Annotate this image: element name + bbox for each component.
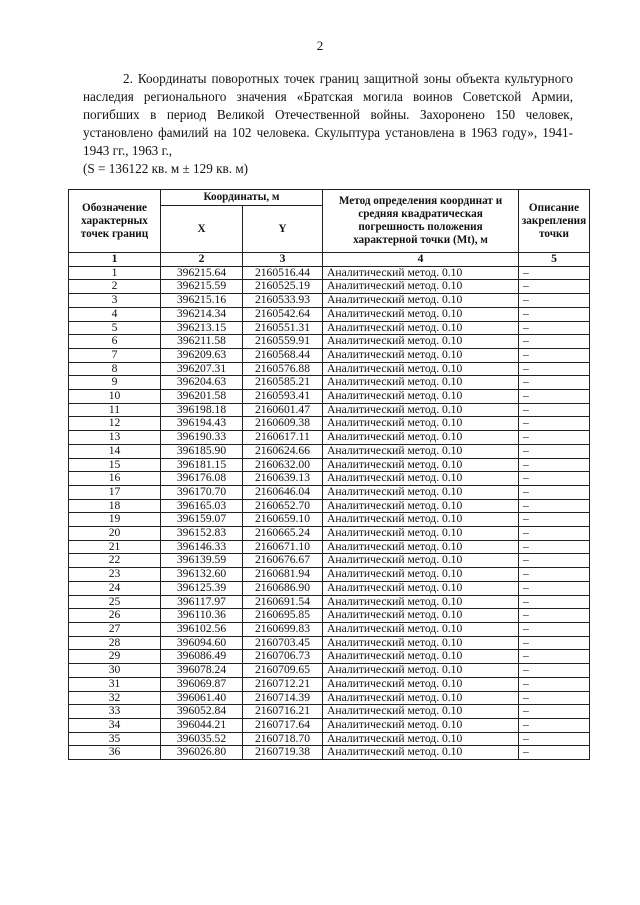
coordinates-table — [68, 189, 590, 760]
description-cell: – — [519, 568, 590, 582]
method-cell: Аналитический метод. 0.10 — [323, 280, 519, 294]
column-number: 1 — [69, 253, 161, 267]
coord-x: 396035.52 — [161, 732, 243, 746]
coord-y: 2160568.44 — [243, 348, 323, 362]
method-cell: Аналитический метод. 0.10 — [323, 485, 519, 499]
table-row — [69, 444, 590, 458]
coord-y: 2160719.38 — [243, 746, 323, 760]
table-row — [69, 376, 590, 390]
coord-x: 396198.18 — [161, 403, 243, 417]
coord-x: 396211.58 — [161, 335, 243, 349]
coord-x: 396190.33 — [161, 431, 243, 445]
point-number: 7 — [69, 348, 161, 362]
description-cell: – — [519, 595, 590, 609]
coord-y: 2160533.93 — [243, 294, 323, 308]
description-cell: – — [519, 691, 590, 705]
point-number: 32 — [69, 691, 161, 705]
point-number: 24 — [69, 581, 161, 595]
point-number: 16 — [69, 472, 161, 486]
coord-x: 396181.15 — [161, 458, 243, 472]
table-row — [69, 595, 590, 609]
description-cell: – — [519, 362, 590, 376]
coord-y: 2160659.10 — [243, 513, 323, 527]
coord-y: 2160717.64 — [243, 718, 323, 732]
coord-y: 2160516.44 — [243, 266, 323, 280]
description-cell: – — [519, 732, 590, 746]
header-method: Метод определения координат и средняя квадратическая погрешность положения характерной точки (Mt), м — [323, 190, 519, 253]
point-number: 13 — [69, 431, 161, 445]
coord-x: 396069.87 — [161, 677, 243, 691]
description-cell: – — [519, 581, 590, 595]
method-cell: Аналитический метод. 0.10 — [323, 705, 519, 719]
table-row — [69, 390, 590, 404]
method-cell: Аналитический метод. 0.10 — [323, 691, 519, 705]
table-row — [69, 705, 590, 719]
method-cell: Аналитический метод. 0.10 — [323, 636, 519, 650]
description-cell: – — [519, 431, 590, 445]
table-row — [69, 485, 590, 499]
table-row — [69, 499, 590, 513]
description-cell: – — [519, 403, 590, 417]
description-cell: – — [519, 527, 590, 541]
coord-y: 2160576.88 — [243, 362, 323, 376]
coord-y: 2160639.13 — [243, 472, 323, 486]
point-number: 20 — [69, 527, 161, 541]
section-heading — [83, 70, 573, 178]
coord-y: 2160699.83 — [243, 622, 323, 636]
method-cell: Аналитический метод. 0.10 — [323, 458, 519, 472]
coord-x: 396176.08 — [161, 472, 243, 486]
point-number: 18 — [69, 499, 161, 513]
table-row — [69, 335, 590, 349]
point-number: 4 — [69, 307, 161, 321]
description-cell: – — [519, 458, 590, 472]
coord-x: 396044.21 — [161, 718, 243, 732]
description-cell: – — [519, 294, 590, 308]
table-row — [69, 527, 590, 541]
coord-y: 2160601.47 — [243, 403, 323, 417]
header-x: X — [161, 206, 243, 253]
method-cell: Аналитический метод. 0.10 — [323, 444, 519, 458]
header-y: Y — [243, 206, 323, 253]
table-row — [69, 472, 590, 486]
description-cell: – — [519, 609, 590, 623]
coord-x: 396165.03 — [161, 499, 243, 513]
method-cell: Аналитический метод. 0.10 — [323, 362, 519, 376]
point-number: 33 — [69, 705, 161, 719]
method-cell: Аналитический метод. 0.10 — [323, 609, 519, 623]
coord-x: 396215.64 — [161, 266, 243, 280]
point-number: 31 — [69, 677, 161, 691]
coord-y: 2160542.64 — [243, 307, 323, 321]
coord-x: 396194.43 — [161, 417, 243, 431]
table-row — [69, 362, 590, 376]
table-row — [69, 622, 590, 636]
coord-x: 396213.15 — [161, 321, 243, 335]
method-cell: Аналитический метод. 0.10 — [323, 622, 519, 636]
coord-y: 2160652.70 — [243, 499, 323, 513]
coord-x: 396170.70 — [161, 485, 243, 499]
header-coordinates: Координаты, м — [161, 190, 323, 206]
coord-x: 396094.60 — [161, 636, 243, 650]
point-number: 9 — [69, 376, 161, 390]
table-row — [69, 664, 590, 678]
point-number: 36 — [69, 746, 161, 760]
coord-x: 396215.16 — [161, 294, 243, 308]
point-number: 6 — [69, 335, 161, 349]
method-cell: Аналитический метод. 0.10 — [323, 266, 519, 280]
point-number: 22 — [69, 554, 161, 568]
method-cell: Аналитический метод. 0.10 — [323, 472, 519, 486]
description-cell: – — [519, 348, 590, 362]
description-cell: – — [519, 417, 590, 431]
table-row — [69, 677, 590, 691]
table-row — [69, 280, 590, 294]
coord-x: 396214.34 — [161, 307, 243, 321]
heading-area: (S = 136122 кв. м ± 129 кв. м) — [83, 161, 249, 176]
point-number: 34 — [69, 718, 161, 732]
description-cell: – — [519, 499, 590, 513]
point-number: 30 — [69, 664, 161, 678]
coord-y: 2160686.90 — [243, 581, 323, 595]
header-point-designation: Обозначение характерных точек границ — [69, 190, 161, 253]
coord-x: 396102.56 — [161, 622, 243, 636]
table-row — [69, 691, 590, 705]
coord-x: 396201.58 — [161, 390, 243, 404]
method-cell: Аналитический метод. 0.10 — [323, 335, 519, 349]
method-cell: Аналитический метод. 0.10 — [323, 595, 519, 609]
coord-x: 396139.59 — [161, 554, 243, 568]
method-cell: Аналитический метод. 0.10 — [323, 581, 519, 595]
point-number: 35 — [69, 732, 161, 746]
method-cell: Аналитический метод. 0.10 — [323, 376, 519, 390]
table-row — [69, 307, 590, 321]
method-cell: Аналитический метод. 0.10 — [323, 677, 519, 691]
column-number: 4 — [323, 253, 519, 267]
point-number: 19 — [69, 513, 161, 527]
coord-x: 396110.36 — [161, 609, 243, 623]
point-number: 2 — [69, 280, 161, 294]
description-cell: – — [519, 636, 590, 650]
point-number: 11 — [69, 403, 161, 417]
coord-y: 2160609.38 — [243, 417, 323, 431]
point-number: 26 — [69, 609, 161, 623]
column-number: 2 — [161, 253, 243, 267]
coord-x: 396078.24 — [161, 664, 243, 678]
table-row — [69, 417, 590, 431]
description-cell: – — [519, 390, 590, 404]
coord-y: 2160716.21 — [243, 705, 323, 719]
method-cell: Аналитический метод. 0.10 — [323, 540, 519, 554]
coord-y: 2160585.21 — [243, 376, 323, 390]
point-number: 28 — [69, 636, 161, 650]
description-cell: – — [519, 554, 590, 568]
description-cell: – — [519, 705, 590, 719]
description-cell: – — [519, 718, 590, 732]
table-row — [69, 636, 590, 650]
table-row — [69, 568, 590, 582]
point-number: 14 — [69, 444, 161, 458]
coord-y: 2160691.54 — [243, 595, 323, 609]
table-row — [69, 650, 590, 664]
method-cell: Аналитический метод. 0.10 — [323, 294, 519, 308]
method-cell: Аналитический метод. 0.10 — [323, 732, 519, 746]
point-number: 27 — [69, 622, 161, 636]
coord-y: 2160703.45 — [243, 636, 323, 650]
description-cell: – — [519, 622, 590, 636]
method-cell: Аналитический метод. 0.10 — [323, 431, 519, 445]
table-row — [69, 540, 590, 554]
coord-y: 2160709.65 — [243, 664, 323, 678]
coord-y: 2160525.19 — [243, 280, 323, 294]
description-cell: – — [519, 513, 590, 527]
point-number: 10 — [69, 390, 161, 404]
coord-x: 396185.90 — [161, 444, 243, 458]
table-row — [69, 732, 590, 746]
coord-x: 396125.39 — [161, 581, 243, 595]
method-cell: Аналитический метод. 0.10 — [323, 321, 519, 335]
method-cell: Аналитический метод. 0.10 — [323, 390, 519, 404]
table-row — [69, 581, 590, 595]
coord-x: 396052.84 — [161, 705, 243, 719]
point-number: 15 — [69, 458, 161, 472]
coord-y: 2160593.41 — [243, 390, 323, 404]
coord-y: 2160681.94 — [243, 568, 323, 582]
table-row — [69, 294, 590, 308]
column-number-row — [69, 253, 590, 267]
description-cell: – — [519, 266, 590, 280]
coord-y: 2160551.31 — [243, 321, 323, 335]
description-cell: – — [519, 746, 590, 760]
coord-y: 2160718.70 — [243, 732, 323, 746]
description-cell: – — [519, 307, 590, 321]
coord-y: 2160695.85 — [243, 609, 323, 623]
coord-x: 396117.97 — [161, 595, 243, 609]
coord-y: 2160706.73 — [243, 650, 323, 664]
coord-y: 2160559.91 — [243, 335, 323, 349]
description-cell: – — [519, 335, 590, 349]
description-cell: – — [519, 677, 590, 691]
point-number: 3 — [69, 294, 161, 308]
coord-x: 396026.80 — [161, 746, 243, 760]
method-cell: Аналитический метод. 0.10 — [323, 568, 519, 582]
coord-x: 396159.07 — [161, 513, 243, 527]
method-cell: Аналитический метод. 0.10 — [323, 417, 519, 431]
description-cell: – — [519, 376, 590, 390]
description-cell: – — [519, 321, 590, 335]
table-row — [69, 746, 590, 760]
point-number: 29 — [69, 650, 161, 664]
description-cell: – — [519, 540, 590, 554]
table-row — [69, 403, 590, 417]
coord-x: 396207.31 — [161, 362, 243, 376]
coord-x: 396146.33 — [161, 540, 243, 554]
method-cell: Аналитический метод. 0.10 — [323, 499, 519, 513]
description-cell: – — [519, 485, 590, 499]
coord-y: 2160646.04 — [243, 485, 323, 499]
point-number: 17 — [69, 485, 161, 499]
coord-y: 2160624.66 — [243, 444, 323, 458]
coord-x: 396152.83 — [161, 527, 243, 541]
method-cell: Аналитический метод. 0.10 — [323, 527, 519, 541]
coord-y: 2160676.67 — [243, 554, 323, 568]
table-row — [69, 554, 590, 568]
header-description: Описание закрепления точки — [519, 190, 590, 253]
method-cell: Аналитический метод. 0.10 — [323, 650, 519, 664]
point-number: 5 — [69, 321, 161, 335]
table-row — [69, 266, 590, 280]
coord-y: 2160632.00 — [243, 458, 323, 472]
method-cell: Аналитический метод. 0.10 — [323, 403, 519, 417]
table-row — [69, 458, 590, 472]
point-number: 12 — [69, 417, 161, 431]
point-number: 1 — [69, 266, 161, 280]
table-row — [69, 321, 590, 335]
table-row — [69, 431, 590, 445]
heading-text: 2. Координаты поворотных точек границ защитной зоны объекта культурного наследия регионального значения «Братская могила воинов Советской Армии, погибших в период Великой Отечественной войны. Захоронено 150 человек, установлено фамилий на 102 человека. Скульптура установлена в 1963 году», 1941-1943 гг., 1963 г., — [83, 71, 573, 158]
coord-y: 2160617.11 — [243, 431, 323, 445]
point-number: 25 — [69, 595, 161, 609]
column-number: 3 — [243, 253, 323, 267]
method-cell: Аналитический метод. 0.10 — [323, 307, 519, 321]
method-cell: Аналитический метод. 0.10 — [323, 554, 519, 568]
method-cell: Аналитический метод. 0.10 — [323, 746, 519, 760]
column-number: 5 — [519, 253, 590, 267]
coord-x: 396061.40 — [161, 691, 243, 705]
description-cell: – — [519, 444, 590, 458]
table-row — [69, 348, 590, 362]
description-cell: – — [519, 472, 590, 486]
coord-y: 2160712.21 — [243, 677, 323, 691]
coord-x: 396204.63 — [161, 376, 243, 390]
method-cell: Аналитический метод. 0.10 — [323, 718, 519, 732]
table-row — [69, 513, 590, 527]
page-number: 2 — [316, 38, 324, 53]
coord-x: 396215.59 — [161, 280, 243, 294]
description-cell: – — [519, 650, 590, 664]
coord-y: 2160714.39 — [243, 691, 323, 705]
method-cell: Аналитический метод. 0.10 — [323, 348, 519, 362]
coord-x: 396132.60 — [161, 568, 243, 582]
point-number: 8 — [69, 362, 161, 376]
coord-x: 396209.63 — [161, 348, 243, 362]
coord-y: 2160665.24 — [243, 527, 323, 541]
point-number: 23 — [69, 568, 161, 582]
coord-y: 2160671.10 — [243, 540, 323, 554]
method-cell: Аналитический метод. 0.10 — [323, 664, 519, 678]
coord-x: 396086.49 — [161, 650, 243, 664]
table-row — [69, 609, 590, 623]
table-row — [69, 718, 590, 732]
point-number: 21 — [69, 540, 161, 554]
description-cell: – — [519, 664, 590, 678]
description-cell: – — [519, 280, 590, 294]
method-cell: Аналитический метод. 0.10 — [323, 513, 519, 527]
